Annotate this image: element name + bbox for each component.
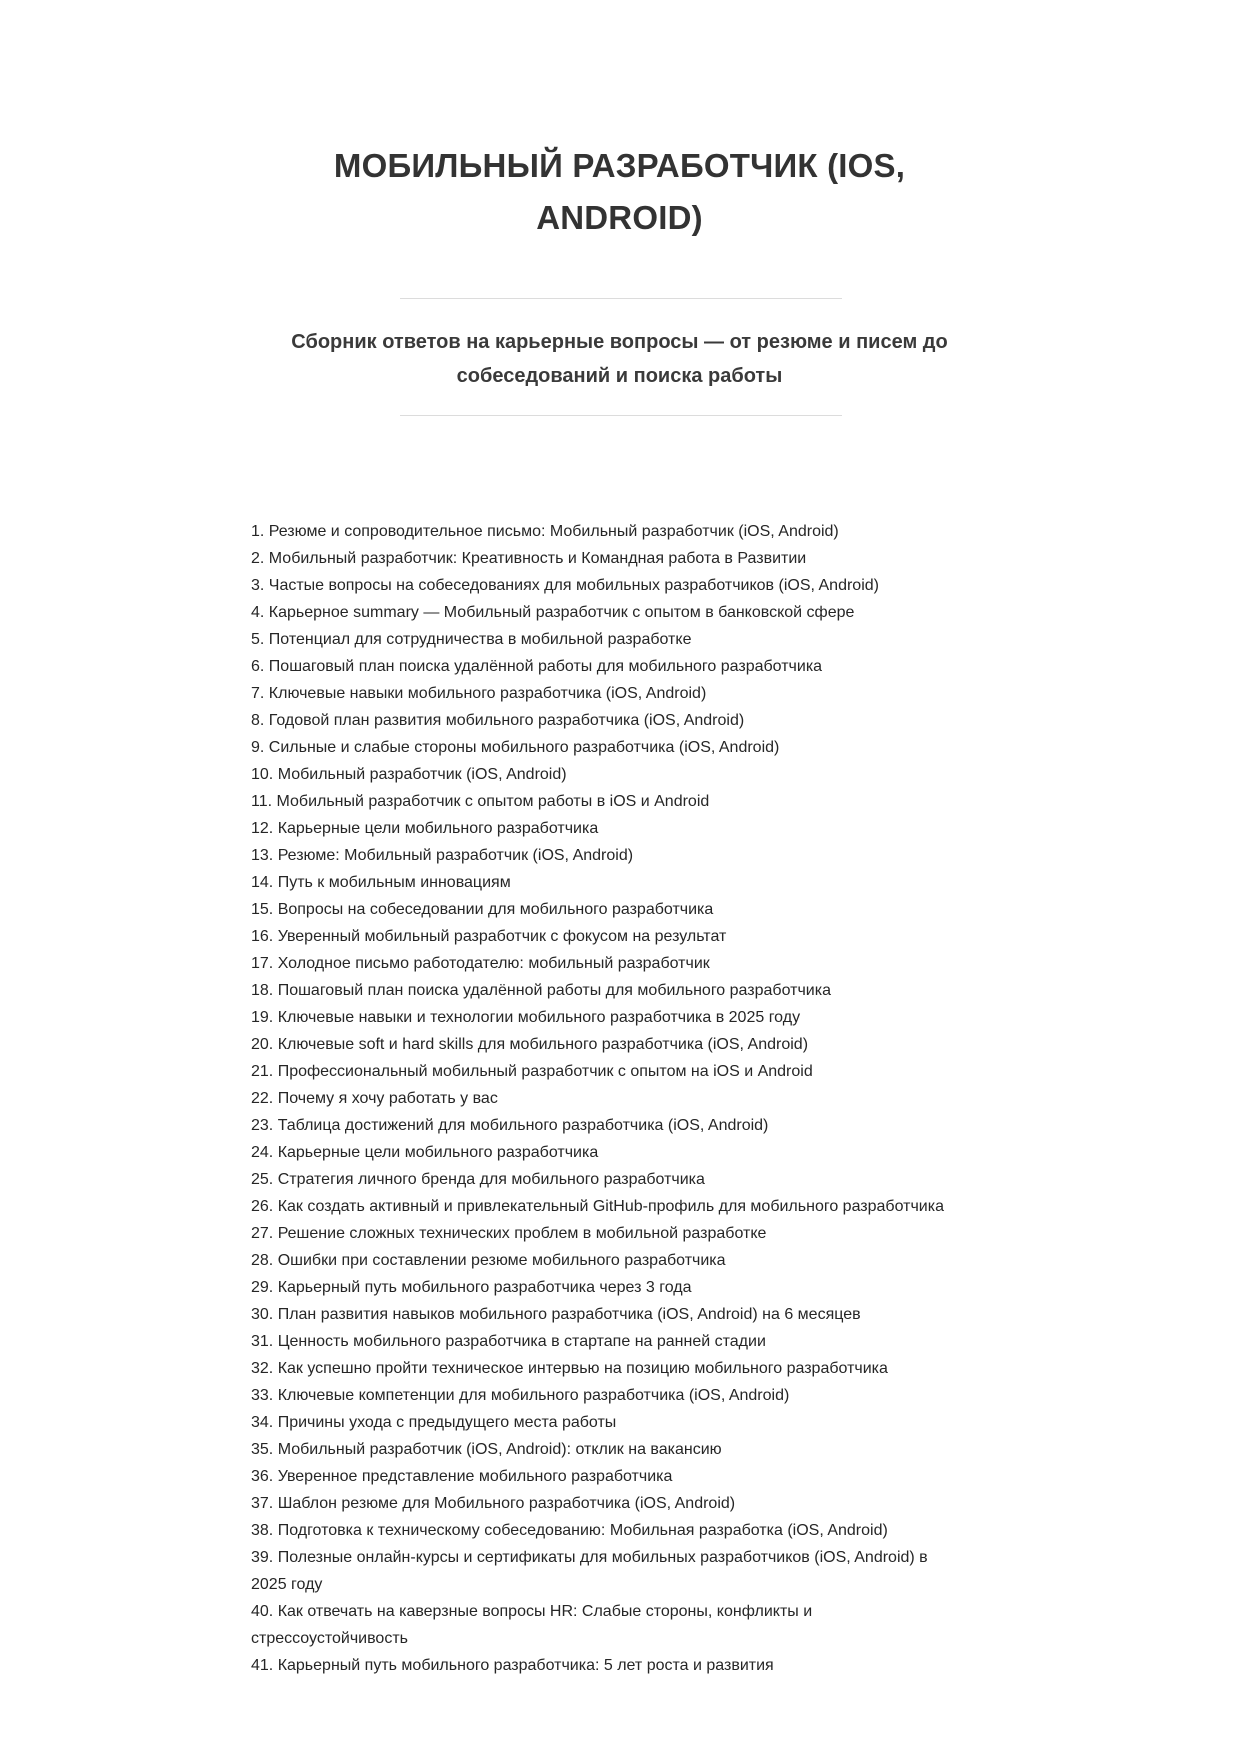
toc-item[interactable] (251, 1598, 991, 1652)
toc-item[interactable]: 38. Подготовка к техническому собеседованию: Мобильная разработка (iOS, Android) (251, 1522, 888, 1539)
toc-item[interactable]: 5. Потенциал для сотрудничества в мобильной разработке (251, 631, 692, 648)
page-title-line: МОБИЛЬНЫЙ РАЗРАБОТЧИК (IOS, (333, 147, 906, 184)
toc-item[interactable]: 27. Решение сложных технических проблем в мобильной разработке (251, 1225, 767, 1242)
toc-item[interactable]: 19. Ключевые навыки и технологии мобильного разработчика в 2025 году (251, 1009, 801, 1026)
toc-item[interactable]: 36. Уверенное представление мобильного разработчика (251, 1468, 673, 1485)
toc-item[interactable]: 16. Уверенный мобильный разработчик с фокусом на результат (251, 928, 727, 945)
toc-item[interactable]: 28. Ошибки при составлении резюме мобильного разработчика (251, 1252, 726, 1269)
toc-item[interactable]: 26. Как создать активный и привлекательный GitHub-профиль для мобильного разработчика (251, 1198, 944, 1215)
toc-item[interactable]: 32. Как успешно пройти техническое интервью на позицию мобильного разработчика (251, 1360, 888, 1377)
toc-item[interactable]: 15. Вопросы на собеседовании для мобильного разработчика (251, 901, 714, 918)
toc-item[interactable]: 35. Мобильный разработчик (iOS, Android): отклик на вакансию (251, 1441, 722, 1458)
toc-item-line: 2025 году (251, 1576, 323, 1593)
page-subtitle (240, 325, 999, 393)
divider-bottom (400, 415, 842, 416)
toc-item[interactable]: 21. Профессиональный мобильный разработчик с опытом на iOS и Android (251, 1063, 813, 1080)
toc-item-line: стрессоустойчивость (251, 1630, 408, 1647)
toc-item[interactable]: 6. Пошаговый план поиска удалённой работы для мобильного разработчика (251, 658, 823, 675)
toc-item-line: 39. Полезные онлайн-курсы и сертификаты для мобильных разработчиков (iOS, Android) в (251, 1549, 928, 1566)
toc-item[interactable]: 22. Почему я хочу работать у вас (251, 1090, 498, 1107)
toc-item[interactable]: 13. Резюме: Мобильный разработчик (iOS, Android) (251, 847, 634, 864)
toc-item[interactable]: 10. Мобильный разработчик (iOS, Android) (251, 766, 567, 783)
page-title (0, 140, 1239, 244)
toc-item[interactable]: 37. Шаблон резюме для Мобильного разработчика (iOS, Android) (251, 1495, 736, 1512)
table-of-contents (251, 518, 991, 1679)
toc-item[interactable]: 41. Карьерный путь мобильного разработчика: 5 лет роста и развития (251, 1657, 774, 1674)
toc-item[interactable]: 23. Таблица достижений для мобильного разработчика (iOS, Android) (251, 1117, 769, 1134)
toc-item[interactable]: 9. Сильные и слабые стороны мобильного разработчика (iOS, Android) (251, 739, 780, 756)
page-title-line: ANDROID) (536, 199, 703, 236)
toc-item[interactable]: 20. Ключевые soft и hard skills для мобильного разработчика (iOS, Android) (251, 1036, 809, 1053)
toc-item-line: 40. Как отвечать на каверзные вопросы HR: Слабые стороны, конфликты и (251, 1603, 813, 1620)
page-subtitle-line: Сборник ответов на карьерные вопросы — от резюме и писем до (291, 331, 948, 353)
toc-item[interactable]: 34. Причины ухода с предыдущего места работы (251, 1414, 617, 1431)
toc-item[interactable]: 14. Путь к мобильным инновациям (251, 874, 511, 891)
toc-item[interactable]: 7. Ключевые навыки мобильного разработчика (iOS, Android) (251, 685, 707, 702)
toc-item[interactable]: 29. Карьерный путь мобильного разработчика через 3 года (251, 1279, 692, 1296)
toc-item[interactable]: 3. Частые вопросы на собеседованиях для мобильных разработчиков (iOS, Android) (251, 577, 879, 594)
toc-item[interactable]: 17. Холодное письмо работодателю: мобильный разработчик (251, 955, 710, 972)
divider-top (400, 298, 842, 299)
toc-item[interactable]: 1. Резюме и сопроводительное письмо: Мобильный разработчик (iOS, Android) (251, 523, 839, 540)
toc-item[interactable]: 11. Мобильный разработчик с опытом работы в iOS и Android (251, 793, 710, 810)
toc-item[interactable] (251, 1544, 991, 1598)
toc-item[interactable]: 2. Мобильный разработчик: Креативность и Командная работа в Развитии (251, 550, 807, 567)
toc-item[interactable]: 24. Карьерные цели мобильного разработчика (251, 1144, 599, 1161)
toc-item[interactable]: 30. План развития навыков мобильного разработчика (iOS, Android) на 6 месяцев (251, 1306, 861, 1323)
toc-item[interactable]: 31. Ценность мобильного разработчика в стартапе на ранней стадии (251, 1333, 766, 1350)
toc-item[interactable]: 25. Стратегия личного бренда для мобильного разработчика (251, 1171, 705, 1188)
toc-item[interactable]: 8. Годовой план развития мобильного разработчика (iOS, Android) (251, 712, 745, 729)
toc-item[interactable]: 33. Ключевые компетенции для мобильного разработчика (iOS, Android) (251, 1387, 790, 1404)
toc-item[interactable]: 4. Карьерное summary — Мобильный разработчик с опытом в банковской сфере (251, 604, 855, 621)
page-subtitle-line: собеседований и поиска работы (456, 365, 783, 387)
toc-item[interactable]: 18. Пошаговый план поиска удалённой работы для мобильного разработчика (251, 982, 831, 999)
toc-item[interactable]: 12. Карьерные цели мобильного разработчика (251, 820, 599, 837)
